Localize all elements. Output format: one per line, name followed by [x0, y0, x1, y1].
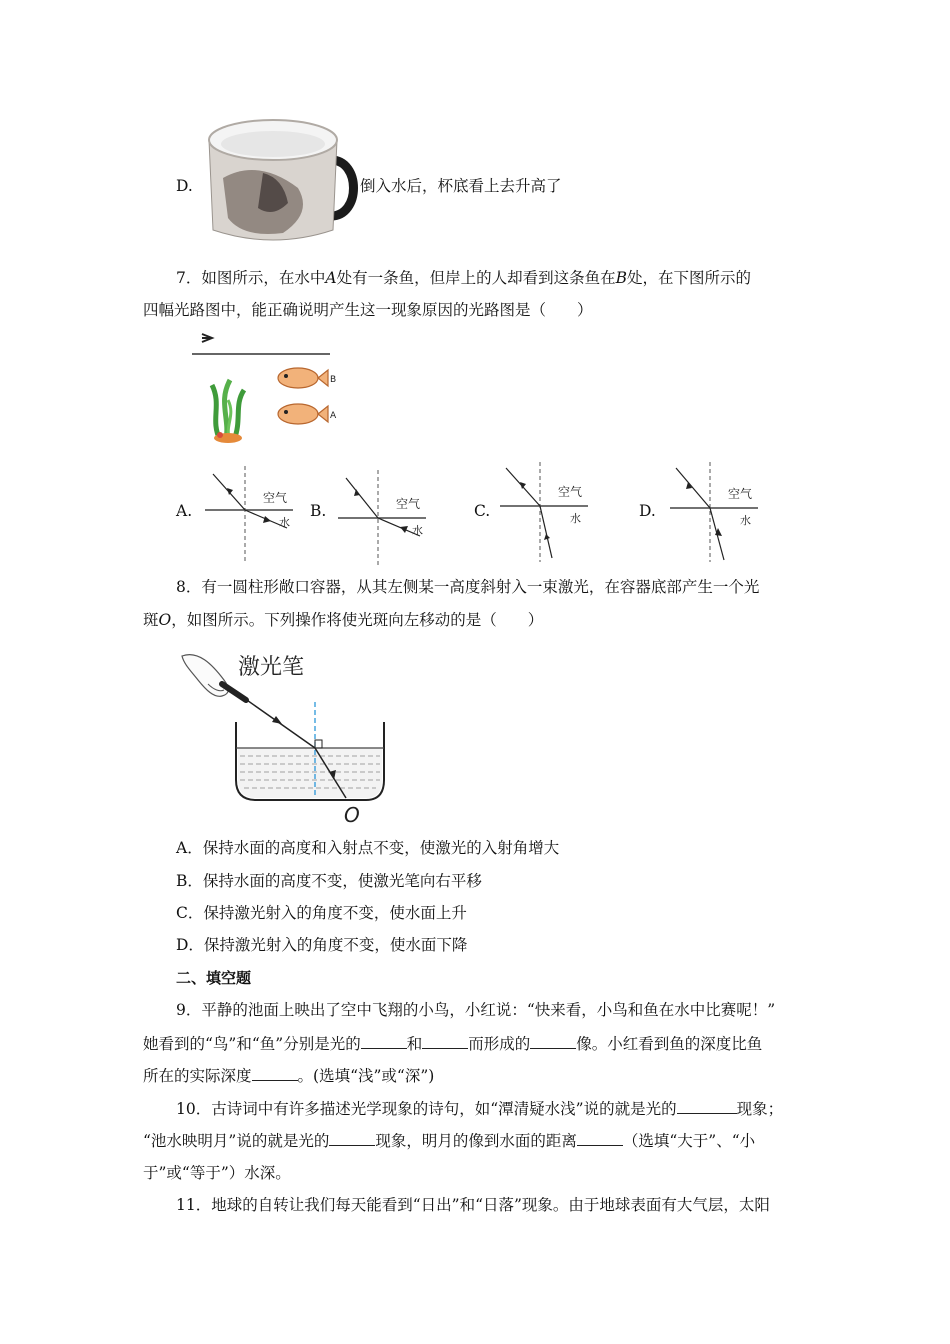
q9-blank-3[interactable]	[530, 1033, 576, 1049]
svg-text:水: 水	[279, 516, 290, 529]
q8-option-b[interactable]: B．保持水面的高度不变，使激光笔向右平移	[176, 872, 482, 890]
fish-a-icon	[278, 404, 328, 424]
q8-line2: 斑O，如图所示。下列操作将使光斑向左移动的是（ ）	[143, 611, 544, 629]
q10-blank-3[interactable]	[577, 1130, 623, 1146]
q7-option-a-letter[interactable]: A.	[176, 502, 193, 520]
svg-text:水: 水	[570, 512, 581, 525]
q9-line1: 9．平静的池面上映出了空中飞翔的小鸟，小红说：“快来看，小鸟和鱼在水中比赛呢！”	[176, 1001, 776, 1019]
q9-blank-1[interactable]	[361, 1033, 407, 1049]
q8-option-a[interactable]: A．保持水面的高度和入射点不变，使激光的入射角增大	[176, 839, 560, 857]
ray-diagram-d[interactable]	[670, 462, 765, 562]
fish-label-b: B	[330, 375, 337, 385]
q10-blank-1[interactable]	[677, 1098, 737, 1114]
q7-option-c-letter[interactable]: C.	[474, 502, 491, 520]
svg-text:水: 水	[412, 524, 423, 537]
q9-line2: 她看到的“鸟”和“鱼”分别是光的 和 而形成的 像。小红看到鱼的深度比鱼	[143, 1035, 763, 1053]
q10-line2: “池水映明月”说的就是光的 现象，明月的像到水面的距离 （选填“大于”、“小	[143, 1132, 756, 1150]
q7-line1: 7．如图所示，在水中A处有一条鱼，但岸上的人却看到这条鱼在B处，在下图所示的	[176, 269, 751, 287]
q10-blank-2[interactable]	[329, 1130, 375, 1146]
spot-label-o: O	[344, 803, 360, 826]
option-d-text: 倒入水后，杯底看上去升高了	[360, 177, 562, 195]
laser-container-figure	[178, 640, 398, 826]
q8-option-d[interactable]: D．保持激光射入的角度不变，使水面下降	[176, 936, 468, 954]
svg-text:空气: 空气	[728, 487, 753, 501]
ray-diagram-c[interactable]	[500, 462, 595, 562]
seaweed-icon	[212, 380, 244, 443]
fish-b-icon	[278, 368, 328, 388]
ray-diagram-b[interactable]	[338, 470, 433, 566]
q9-blank-4[interactable]	[252, 1065, 298, 1081]
fish-scene-figure	[190, 330, 350, 448]
svg-text:水: 水	[740, 514, 751, 527]
fish-label-a: A	[330, 411, 337, 421]
mug-image	[203, 118, 358, 248]
option-d-letter: D.	[176, 177, 193, 195]
ray-diagram-a[interactable]	[205, 466, 300, 562]
q7-option-b-letter[interactable]: B.	[310, 502, 327, 520]
laser-label: 激光笔	[238, 655, 305, 680]
section-title-fill-blank: 二、填空题	[176, 969, 252, 987]
q9-blank-2[interactable]	[422, 1033, 468, 1049]
q10-line1: 10．古诗词中有许多描述光学现象的诗句，如“潭清疑水浅”说的就是光的 现象；	[176, 1100, 784, 1118]
svg-text:空气: 空气	[558, 485, 583, 499]
svg-text:空气: 空气	[263, 491, 288, 505]
hand-icon	[182, 655, 228, 697]
svg-text:空气: 空气	[396, 497, 421, 511]
eye-icon	[202, 334, 212, 342]
q7-option-d-letter[interactable]: D.	[639, 502, 656, 520]
q11-line1: 11．地球的自转让我们每天能看到“日出”和“日落”现象。由于地球表面有大气层，太阳	[176, 1196, 770, 1214]
q10-line3: 于”或“等于”）水深。	[143, 1164, 291, 1182]
q8-line1: 8．有一圆柱形敞口容器，从其左侧某一高度斜射入一束激光，在容器底部产生一个光	[176, 578, 760, 596]
q9-line3: 所在的实际深度 。(选填“浅”或“深”)	[143, 1067, 435, 1085]
q7-line2: 四幅光路图中，能正确说明产生这一现象原因的光路图是（ ）	[143, 301, 593, 319]
q8-option-c[interactable]: C．保持激光射入的角度不变，使水面上升	[176, 904, 467, 922]
